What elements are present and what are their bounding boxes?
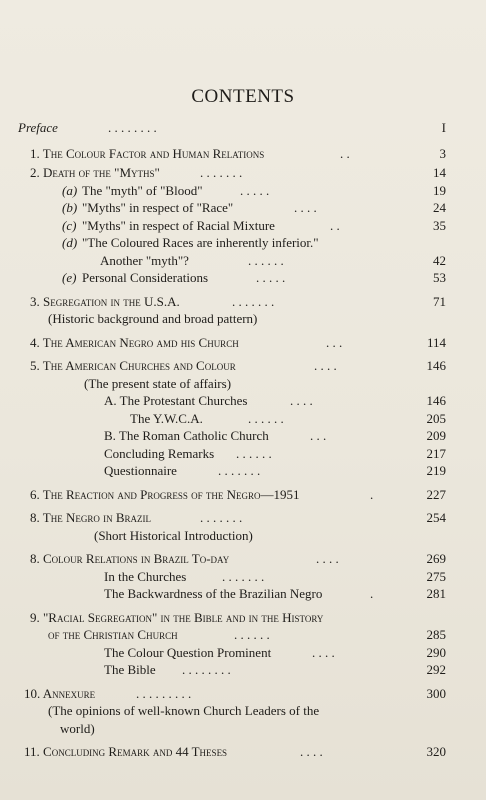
- leader-dots: . . . . . . . .: [182, 662, 231, 677]
- page-number: 275: [426, 569, 446, 584]
- entry-label: (e): [62, 270, 77, 285]
- leader-dots: . . .: [310, 428, 327, 443]
- page-number: 254: [426, 510, 446, 525]
- leader-dots: . . . . . . .: [218, 463, 261, 478]
- page-number: 300: [426, 686, 446, 701]
- page-title: CONTENTS: [191, 86, 295, 107]
- entry-title: 9. "Racial Segregation" in the Bible and in the History: [30, 610, 324, 625]
- toc-entry-5b[interactable]: [0, 426, 486, 446]
- toc-entry-2d[interactable]: [0, 233, 486, 253]
- page-number: 146: [426, 358, 446, 373]
- leader-dots: .: [370, 487, 374, 502]
- page-number: 3: [439, 146, 446, 161]
- entry-title: Another "myth"?: [100, 253, 189, 268]
- entry-title: 5. The American Churches and Colour: [30, 358, 236, 373]
- entry-title: "Myths" in respect of "Race": [82, 200, 234, 215]
- page-number: 281: [426, 586, 446, 601]
- toc-entry-chapter-1[interactable]: [0, 144, 486, 164]
- leader-dots: . . . . . .: [234, 627, 270, 642]
- toc-entry-chapter-6[interactable]: [0, 485, 486, 505]
- leader-dots: . . . . . . .: [200, 165, 243, 180]
- page-number: 19: [433, 183, 446, 198]
- leader-dots: . . . .: [314, 358, 337, 373]
- page-number: 209: [426, 428, 446, 443]
- entry-title: 8. The Negro in Brazil: [30, 510, 152, 525]
- leader-dots: . . . .: [294, 200, 317, 215]
- entry-subtitle: (The present state of affairs): [84, 376, 232, 391]
- page-number: 205: [426, 411, 446, 426]
- leader-dots: . . . . . . .: [222, 569, 265, 584]
- page-number: 114: [426, 335, 446, 350]
- entry-title: The Colour Question Prominent: [104, 645, 272, 660]
- entry-title: of the Christian Church: [48, 627, 178, 642]
- entry-title: The "myth" of "Blood": [82, 183, 203, 198]
- toc-entry-8-backwardness[interactable]: [0, 584, 486, 604]
- entry-title: The Y.W.C.A.: [130, 411, 203, 426]
- leader-dots: . . . .: [290, 393, 313, 408]
- toc-entry-chapter-10-subtitle: [0, 701, 486, 721]
- page-number: 53: [433, 270, 446, 285]
- page-number: 24: [433, 200, 446, 215]
- entry-title: Preface: [18, 120, 58, 135]
- entry-title: 1. The Colour Factor and Human Relations: [30, 146, 265, 161]
- leader-dots: . . . . . .: [236, 446, 272, 461]
- leader-dots: .: [370, 586, 374, 601]
- entry-title: The Bible: [104, 662, 156, 677]
- leader-dots: . . . . .: [240, 183, 270, 198]
- toc-entry-5-questionnaire[interactable]: [0, 461, 486, 481]
- leader-dots: . . . . . .: [248, 411, 284, 426]
- entry-title: "Myths" in respect of Racial Mixture: [82, 218, 275, 233]
- toc-entry-chapter-3-subtitle: [0, 309, 486, 329]
- toc-entry-2b[interactable]: [0, 198, 486, 218]
- entry-title: 2. Death of the "Myths": [30, 165, 160, 180]
- entry-subtitle: (Short Historical Introduction): [94, 528, 253, 543]
- page-number: 219: [426, 463, 446, 478]
- leader-dots: . . . . . . .: [232, 294, 275, 309]
- leader-dots: . .: [330, 218, 340, 233]
- toc-entry-5a[interactable]: [0, 391, 486, 411]
- entry-label: (c): [62, 218, 77, 233]
- toc-entry-preface[interactable]: [0, 118, 486, 138]
- page-number: 285: [426, 627, 446, 642]
- toc-entry-chapter-11[interactable]: [0, 742, 486, 762]
- entry-title: 8. Colour Relations in Brazil To-day: [30, 551, 230, 566]
- entry-label: (b): [62, 200, 78, 215]
- leader-dots: . . . . . . . .: [108, 120, 157, 135]
- entry-title: 11. Concluding Remark and 44 Theses: [24, 744, 228, 759]
- toc-entry-9-bible[interactable]: [0, 660, 486, 680]
- entry-title: 3. Segregation in the U.S.A.: [30, 294, 180, 309]
- leader-dots: . . . . . . .: [200, 510, 243, 525]
- page-number: 320: [426, 744, 446, 759]
- page-number: 217: [426, 446, 446, 461]
- entry-label: (a): [62, 183, 78, 198]
- page-number: 146: [426, 393, 446, 408]
- page-number: 71: [433, 294, 446, 309]
- entry-title: The Backwardness of the Brazilian Negro: [104, 586, 323, 601]
- toc-entry-chapter-9-continued[interactable]: [0, 625, 486, 645]
- page-number: 290: [426, 645, 446, 660]
- entry-title: A. The Protestant Churches: [104, 393, 248, 408]
- entry-subtitle: (The opinions of well-known Church Leaders of the: [48, 703, 320, 718]
- page-number: 227: [426, 487, 446, 502]
- leader-dots: . . . .: [300, 744, 323, 759]
- leader-dots: . . . . . . . . .: [136, 686, 192, 701]
- entry-subtitle: (Historic background and broad pattern): [48, 311, 258, 326]
- toc-entry-chapter-2[interactable]: [0, 163, 486, 183]
- entry-title: 6. The Reaction and Progress of the Negro—1951: [30, 487, 300, 502]
- entry-title: B. The Roman Catholic Church: [104, 428, 269, 443]
- leader-dots: . . .: [326, 335, 343, 350]
- toc-entry-chapter-4[interactable]: [0, 333, 486, 353]
- leader-dots: . . . . .: [256, 270, 286, 285]
- entry-title: 10. Annexure: [24, 686, 96, 701]
- toc-entry-chapter-10-subtitle-continued: [0, 719, 486, 739]
- entry-title: Questionnaire: [104, 463, 177, 478]
- page-number: 42: [433, 253, 446, 268]
- leader-dots: . .: [340, 146, 350, 161]
- entry-label: (d): [62, 235, 78, 250]
- toc-entry-chapter-8[interactable]: [0, 549, 486, 569]
- entry-title: Concluding Remarks: [104, 446, 215, 461]
- toc-entry-chapter-7[interactable]: [0, 508, 486, 528]
- page-number: I: [441, 120, 446, 135]
- leader-dots: . . . .: [316, 551, 339, 566]
- entry-title: 4. The American Negro amd his Church: [30, 335, 239, 350]
- toc-entry-chapter-5[interactable]: [0, 356, 486, 376]
- page-number: 292: [426, 662, 446, 677]
- toc-entry-chapter-7-subtitle: [0, 526, 486, 546]
- toc-entry-2e[interactable]: [0, 268, 486, 288]
- entry-title: Personal Considerations: [82, 270, 209, 285]
- entry-title: "The Coloured Races are inherently inferior.": [82, 235, 319, 250]
- leader-dots: . . . .: [312, 645, 335, 660]
- page-number: 35: [433, 218, 446, 233]
- page-number: 269: [426, 551, 446, 566]
- page-number: 14: [433, 165, 446, 180]
- entry-title: In the Churches: [104, 569, 187, 584]
- entry-subtitle: world): [60, 721, 95, 736]
- leader-dots: . . . . . .: [248, 253, 284, 268]
